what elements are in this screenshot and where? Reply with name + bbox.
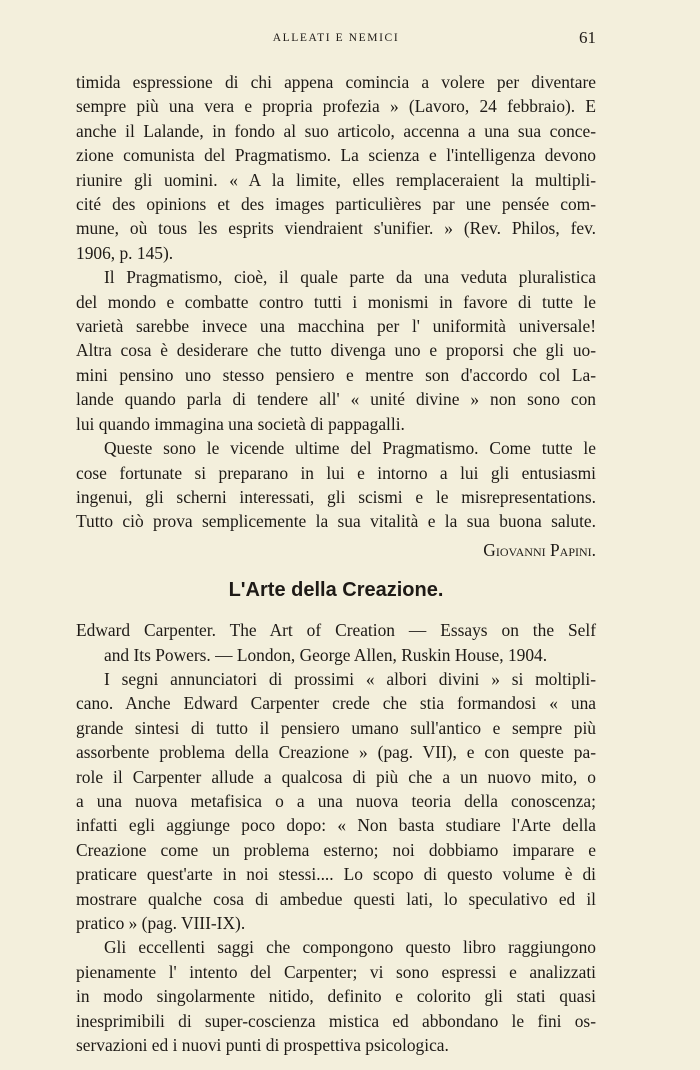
text-line: Il Pragmatismo, cioè, il quale parte da una veduta pluralistica xyxy=(104,267,596,288)
text-line: infatti egli aggiunge poco dopo: « Non basta studiare l'Arte della xyxy=(76,815,596,836)
text-line: role il Carpenter allude a qualcosa di più che a un nuovo mito, o xyxy=(76,766,596,787)
text-line: del mondo e combatte contro tutti i monismi in favore di tutte le xyxy=(76,291,596,312)
text-line: lande quando parla di tendere all' « unité divine » non sono con xyxy=(76,389,596,410)
text-line: cité des opinions et des images particulières par une pensée com- xyxy=(76,194,596,215)
text-line: Tutto ciò prova semplicemente la sua vitalità e la sua buona salute. xyxy=(76,511,596,532)
section-title: L'Arte della Creazione. xyxy=(228,579,444,602)
text-line: mostrare qualche cosa di ambedue questi lati, lo speculativo ed il xyxy=(76,888,596,909)
text-line: inesprimibili di super-coscienza mistica ed abbondano le fini os- xyxy=(76,1010,596,1031)
text-line: 1906, p. 145). xyxy=(76,242,174,263)
text-line: assorbente problema della Creazione » (pag. VII), e con queste pa- xyxy=(76,742,596,763)
author-signature: Giovanni Papini. xyxy=(483,539,596,560)
text-line: mini pensino uno stesso pensiero e mentre son d'accordo col La- xyxy=(76,364,596,385)
text-line: pratico » (pag. VIII-IX). xyxy=(76,913,246,933)
text-line: anche il Lalande, in fondo al suo articolo, accenna a una sua conce- xyxy=(76,120,596,141)
text-line: Gli eccellenti saggi che compongono questo libro raggiungono xyxy=(104,937,596,958)
text-line: Creazione come un problema esterno; noi dobbiamo imparare e xyxy=(76,839,596,860)
text-line: Altra cosa è desiderare che tutto divenga uno e proporsi che gli uo- xyxy=(76,340,596,361)
text-line: a una nuova metafisica o a una nuova teoria della conoscenza; xyxy=(76,790,596,811)
text-line: I segni annunciatori di prossimi « albori divini » si moltipli- xyxy=(104,668,596,689)
text-line: timida espressione di chi appena comincia a volere per diventare xyxy=(76,72,596,92)
text-line: praticare quest'arte in noi stessi.... Lo scopo di questo volume è di xyxy=(76,864,596,885)
text-line: varietà sarebbe invece una macchina per l' uniformità universale! xyxy=(76,316,596,337)
page-number: 61 xyxy=(579,28,596,47)
page-body xyxy=(76,70,596,1057)
text-line: grande sintesi di tutto il pensiero umano sull'antico e sempre più xyxy=(76,717,596,738)
review-citation: and Its Powers. — London, George Allen, Ruskin House, 1904. xyxy=(104,644,548,665)
text-line: ingenui, gli scherni interessati, gli scismi e le misrepresentations. xyxy=(76,486,596,507)
text-line: pienamente l' intento del Carpenter; vi sono espressi e analizzati xyxy=(76,961,596,982)
text-line: cose fortunate si preparano in lui e intorno a lui gli entusiasmi xyxy=(76,462,596,483)
text-line: cano. Anche Edward Carpenter crede che stia formandosi « una xyxy=(76,693,596,714)
text-line: in modo singolarmente nitido, definito e colorito gli stati quasi xyxy=(76,986,596,1007)
text-line: Queste sono le vicende ultime del Pragmatismo. Come tutte le xyxy=(104,438,596,459)
running-head: ALLEATI E NEMICI xyxy=(272,32,400,44)
text-line: lui quando immagina una società di pappagalli. xyxy=(76,413,405,434)
text-line: sempre più una vera e propria profezia » (Lavoro, 24 febbraio). E xyxy=(76,96,596,117)
text-line: zione comunista del Pragmatismo. La scienza e l'intelligenza devono xyxy=(76,145,596,166)
text-line: servazioni ed i nuovi punti di prospettiva psicologica. xyxy=(76,1035,449,1056)
text-line: mune, où tous les esprits viendraient s'unifier. » (Rev. Philos, fev. xyxy=(76,218,596,239)
text-line: riunire gli uomini. « A la limite, elles remplaceraient la multipli- xyxy=(76,169,596,190)
review-citation: Edward Carpenter. The Art of Creation — Essays on the Self xyxy=(76,620,596,641)
